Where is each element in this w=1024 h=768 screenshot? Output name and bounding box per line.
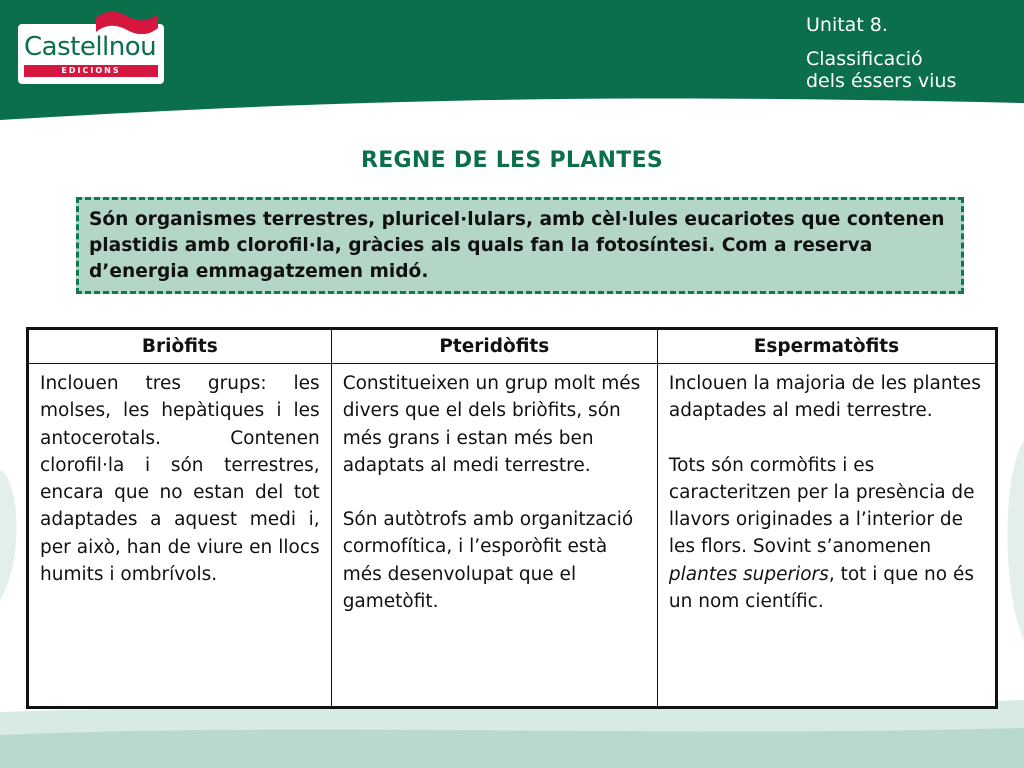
- espermatofits-paragraph-1: Inclouen la majoria de les plantes adaptades al medi terrestre.: [668, 373, 981, 422]
- pteridofits-paragraph-1: Constitueixen un grup molt més divers que el dels briòfits, són més grans i estan més ben adaptats al medi terrestre.: [342, 373, 641, 476]
- unit-number: Unitat 8.: [806, 14, 888, 36]
- table-row: [28, 364, 997, 708]
- unit-topic-line2: dels éssers vius: [806, 70, 957, 92]
- definition-text: Són organismes terrestres, pluricel·lulars, amb cèl·lules eucariotes que contenen plastidis amb clorofil·la, gràcies als quals fan la fotosíntesi. Com a reserva d’energia emmagatzemen midó.: [89, 209, 945, 282]
- cell-briofits: [28, 364, 332, 708]
- espermatofits-text-a: Tots són cormòfits i es caracteritzen per la presència de llavors originades a l’interior de les flors. Sovint s’anomenen: [668, 454, 975, 558]
- cell-pteridofits: [331, 364, 657, 708]
- castellnou-logo: [24, 10, 158, 78]
- header-espermatofits: Espermatòfits: [657, 329, 996, 364]
- logo-imprint: EDICIONS: [24, 65, 158, 77]
- flag-icon: [96, 10, 158, 34]
- footer-wave-front: [0, 728, 1024, 768]
- unit-topic-line1: Classificació: [806, 48, 923, 70]
- logo-wordmark: Castellnou: [24, 32, 157, 62]
- header-pteridofits: Pteridòfits: [331, 329, 657, 364]
- pteridofits-paragraph-2: Són autòtrofs amb organització cormofítica, i l’esporòfit està més desenvolupat que el gametòfit.: [342, 509, 634, 613]
- side-wave-left: [0, 470, 17, 600]
- side-wave-right: [1007, 440, 1024, 640]
- table-header-row: [28, 329, 997, 364]
- espermatofits-italic-term: plantes superiors: [668, 563, 829, 585]
- page-title: REGNE DE LES PLANTES: [360, 148, 664, 173]
- header-briofits: Briòfits: [28, 329, 332, 364]
- unit-info: [806, 14, 956, 92]
- espermatofits-paragraph-2: [669, 452, 984, 616]
- definition-box: [76, 197, 964, 294]
- cell-espermatofits: [657, 364, 996, 708]
- espermatofits-text-b: , tot i que no és un nom científic.: [668, 563, 974, 613]
- briofits-text: Inclouen tres grups: les molses, les hepàtiques i les antocerotals. Contenen clorofil·la i són terrestres, encara que no estan del tot adaptades a aquest medi i, per això, han de viure en llocs humits i ombrívols.: [40, 373, 320, 586]
- plant-groups-table: [26, 327, 998, 709]
